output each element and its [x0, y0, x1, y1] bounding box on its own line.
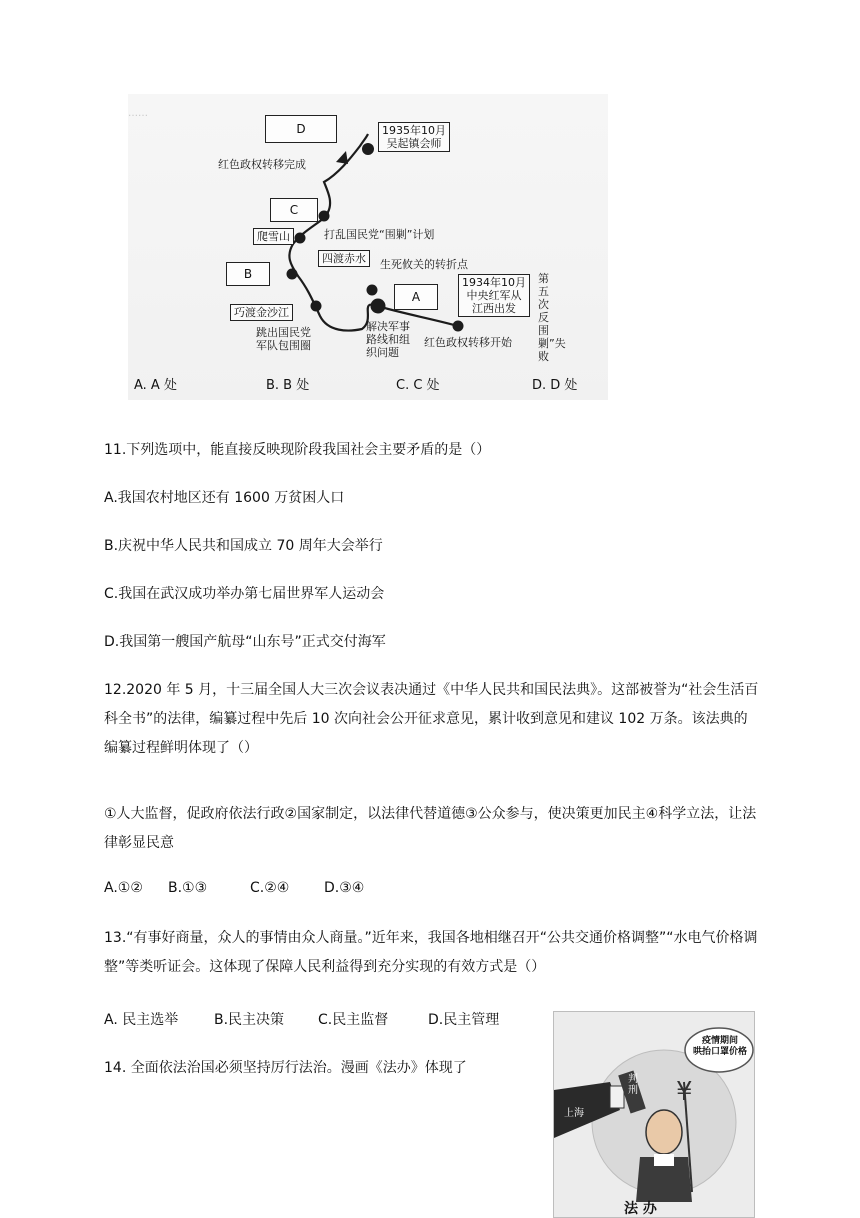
bleed-through-text: …… — [128, 108, 148, 119]
q12-stem: 12.2020 年 5 月，十三届全国人大三次会议表决通过《中华人民共和国民法典》。这部被誉为“社会生活百科全书”的法律，编纂过程中先后 10 次向社会公开征求意见，累计收到意见和建议 102 万条。该法典的编纂过程鲜明体现了（） — [104, 682, 759, 756]
q13-stem: 13.“有事好商量，众人的事情由众人商量。”近年来，我国各地相继召开“公共交通价格调整”“水电气价格调整”等类听证会。这体现了保障人民利益得到充分实现的有效方式是（） — [104, 930, 758, 975]
q14-stem: 14. 全面依法治国必须坚持厉行法治。漫画《法办》体现了 — [104, 1060, 467, 1076]
q13-option-d[interactable]: D.民主管理 — [428, 1012, 500, 1028]
q13-options — [104, 1010, 499, 1030]
cartoon-fa-ban — [553, 1011, 755, 1218]
q11-option-a[interactable]: A.我国农村地区还有 1600 万贫困人口 — [104, 490, 345, 506]
label-escape — [256, 326, 311, 352]
map-option-a[interactable]: A. A 处 — [134, 378, 177, 393]
long-march-map — [128, 94, 608, 400]
label-transfer-complete: 红色政权转移完成 — [218, 158, 306, 171]
label-disrupt-plan: 打乱国民党“围剿”计划 — [324, 228, 435, 241]
event-paxueshan — [253, 228, 294, 245]
map-option-d[interactable]: D. D 处 — [532, 378, 578, 393]
q11-stem: 11.下列选项中，能直接反映现阶段我国社会主要矛盾的是（） — [104, 442, 491, 458]
q11-option-d[interactable]: D.我国第一艘国产航母“山东号”正式交付海军 — [104, 634, 386, 650]
cartoon-sign-line1: 疫情期间 — [701, 1036, 738, 1046]
q13-option-b[interactable]: B.民主决策 — [214, 1012, 285, 1028]
q12-option-c[interactable]: C.②④ — [250, 880, 290, 896]
label-fifth-campaign — [538, 272, 566, 363]
label-fifth-campaign-line1: 第五次反 — [538, 272, 549, 324]
event-wuqi — [378, 122, 450, 152]
label-fifth-campaign-line2: 围剿”失败 — [538, 324, 566, 363]
event-sidu — [318, 250, 370, 267]
event-chufa — [458, 274, 530, 317]
event-chufa-line2: 中央红军从 — [466, 289, 522, 302]
event-qiaodu-label: 巧渡金沙江 — [234, 306, 289, 319]
label-resolve-line3: 织问题 — [366, 346, 399, 359]
q12-option-d[interactable]: D.③④ — [324, 880, 365, 896]
box-b — [226, 262, 270, 286]
box-c — [270, 198, 318, 222]
cartoon-sign-line2: 哄抬口罩价格 — [692, 1047, 747, 1057]
box-c-label: C — [289, 203, 299, 217]
box-a-label: A — [411, 290, 421, 304]
map-option-c[interactable]: C. C 处 — [396, 378, 440, 393]
event-chufa-date: 1934年10月 — [462, 276, 526, 289]
event-wuqi-date: 1935年10月 — [382, 124, 446, 137]
q11-option-b[interactable]: B.庆祝中华人民共和国成立 70 周年大会举行 — [104, 538, 383, 554]
q13-option-a[interactable]: A. 民主选举 — [104, 1012, 179, 1028]
label-transfer-start: 红色政权转移开始 — [424, 336, 512, 349]
box-d-label: D — [296, 122, 306, 136]
box-b-label: B — [243, 267, 253, 281]
q12-option-a[interactable]: A.①② — [104, 880, 143, 896]
svg-text:¥: ¥ — [676, 1077, 693, 1107]
q12-statements: ①人大监督，促政府依法行政②国家制定，以法律代替道德③公众参与，使决策更加民主④科学立法，让法律彰显民意 — [104, 806, 757, 851]
label-escape-line1: 跳出国民党 — [256, 326, 311, 339]
cartoon-hammer-label: 判刑 — [628, 1074, 638, 1096]
label-resolve-line2: 路线和组 — [366, 333, 410, 346]
map-option-b[interactable]: B. B 处 — [266, 378, 310, 393]
event-sidu-label: 四渡赤水 — [322, 252, 366, 265]
box-a — [394, 284, 438, 310]
cartoon-sleeve-label: 上海 — [564, 1108, 584, 1119]
label-escape-line2: 军队包围圈 — [256, 339, 311, 352]
event-chufa-line3: 江西出发 — [472, 302, 516, 315]
q12-options — [104, 878, 364, 898]
box-d — [265, 115, 337, 143]
label-resolve — [366, 320, 410, 359]
event-paxueshan-label: 爬雪山 — [257, 230, 290, 243]
cartoon-caption: 法 办 — [624, 1201, 657, 1217]
cartoon-sign — [692, 1036, 748, 1058]
q11-option-c[interactable]: C.我国在武汉成功举办第七届世界军人运动会 — [104, 586, 385, 602]
q12-option-b[interactable]: B.①③ — [168, 880, 208, 896]
q13-option-c[interactable]: C.民主监督 — [318, 1012, 389, 1028]
event-qiaodu — [230, 304, 293, 321]
label-resolve-line1: 解决军事 — [366, 320, 410, 333]
event-wuqi-name: 吴起镇会师 — [386, 137, 442, 150]
label-turning-point: 生死攸关的转折点 — [380, 258, 468, 271]
